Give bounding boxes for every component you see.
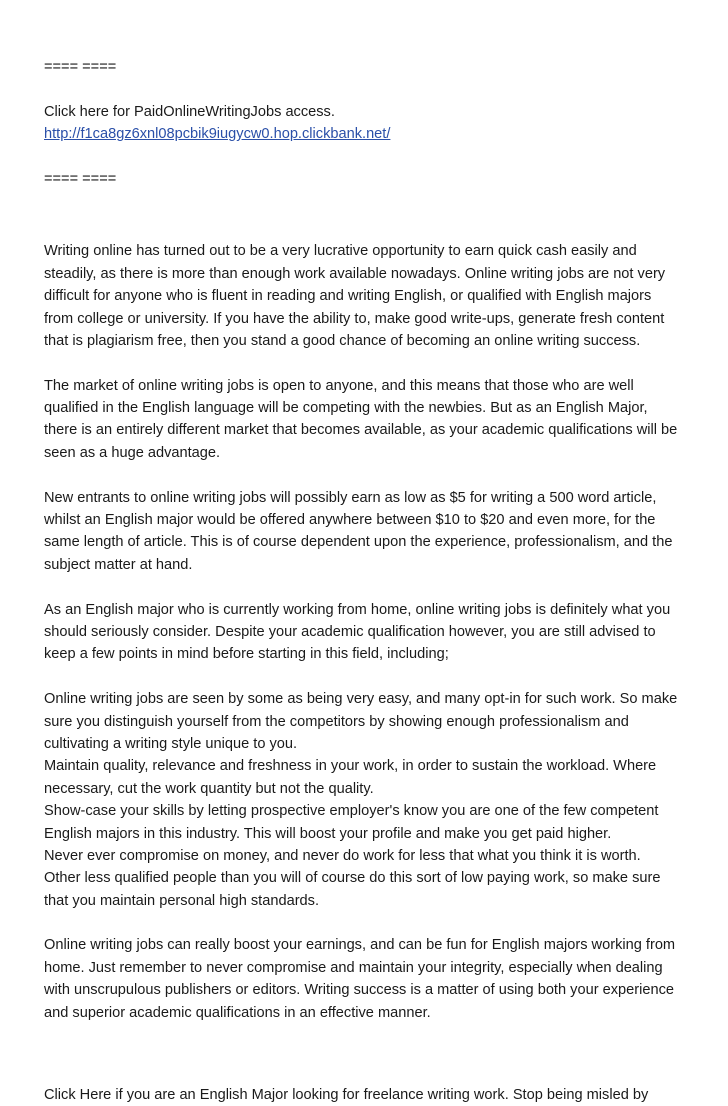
paragraph-gap — [44, 464, 694, 486]
paragraph-gap — [44, 352, 694, 374]
paragraph-line: Writing online has turned out to be a very lucrative opportunity to earn quick cash easily and — [44, 243, 637, 260]
spacer — [44, 190, 694, 240]
paragraph-gap — [44, 666, 694, 688]
paragraph-line: subject matter at hand. — [44, 556, 193, 573]
paragraph-line: and superior academic qualifications in an effective manner. — [44, 1004, 431, 1021]
article-paragraph — [44, 934, 694, 1024]
paragraph-line: Online writing jobs are seen by some as being very easy, and many opt-in for such work. So make — [44, 691, 678, 708]
paragraph-gap — [44, 912, 694, 934]
article-paragraph — [44, 487, 694, 577]
paragraph-line: should seriously consider. Despite your academic qualification however, you are still advised to — [44, 623, 656, 640]
paragraph-line: English majors in this industry. This will boost your profile and make you get paid higher. — [44, 825, 612, 842]
paragraph-line: difficult for anyone who is fluent in reading and writing English, or qualified with English majors — [44, 288, 652, 305]
paragraph-line: keep a few points in mind before starting in this field, including; — [44, 646, 449, 663]
paragraph-line: with unscrupulous publishers or editors. Writing success is a matter of using both your experience — [44, 982, 674, 999]
paragraph-line: Show-case your skills by letting prospective employer's know you are one of the few competent — [44, 803, 659, 820]
paragraph-line: same length of article. This is of course dependent upon the experience, professionalism, and the — [44, 534, 673, 551]
separator-top: ==== ==== — [44, 59, 117, 75]
paragraph-line: Never ever compromise on money, and never do work for less that what you think it is worth. — [44, 847, 641, 864]
separator-bottom: ==== ==== — [44, 170, 117, 187]
paragraph-line: Other less qualified people than you will of course do this sort of low paying work, so make sure — [44, 870, 661, 887]
paragraph-line: seen as a huge advantage. — [44, 444, 221, 461]
paragraph-line: there is an entirely different market that becomes available, as your academic qualifications will be — [44, 422, 678, 439]
access-text: Click here for PaidOnlineWritingJobs access. — [44, 103, 335, 120]
document-page — [44, 56, 694, 1106]
article-paragraph — [44, 240, 694, 352]
paragraph-line: from college or university. If you have the ability to, make good write-ups, generate fresh content — [44, 310, 665, 327]
closing-line: Click Here if you are an English Major looking for freelance writing work. Stop being misled by — [44, 1087, 649, 1104]
paragraph-line: steadily, as there is more than enough work available nowadays. Online writing jobs are not very — [44, 265, 666, 282]
paragraph-line: necessary, cut the work quantity but not the quality. — [44, 780, 374, 797]
paragraph-line: sure you distinguish yourself from the competitors by showing enough professionalism and — [44, 713, 629, 730]
clickbank-link[interactable]: http://f1ca8gz6xnl08pcbik9iugycw0.hop.clickbank.net/ — [44, 126, 391, 143]
paragraph-line: Maintain quality, relevance and freshness in your work, in order to sustain the workload. Where — [44, 758, 657, 775]
paragraph-line: The market of online writing jobs is open to anyone, and this means that those who are well — [44, 377, 634, 394]
article-paragraph — [44, 375, 694, 465]
paragraph-line: that you maintain personal high standards. — [44, 892, 320, 909]
paragraph-line: whilst an English major would be offered anywhere between $10 to $20 and even more, for the — [44, 512, 656, 529]
paragraph-line: cultivating a writing style unique to you. — [44, 735, 298, 752]
paragraph-line: that is plagiarism free, then you stand a good chance of becoming an online writing success. — [44, 332, 641, 349]
article-paragraph — [44, 688, 694, 912]
paragraph-line: qualified in the English language will be competing with the newbies. But as an English Major, — [44, 400, 648, 417]
access-link-line — [44, 123, 694, 145]
spacer — [44, 146, 694, 168]
paragraph-line: As an English major who is currently working from home, online writing jobs is definitely what you — [44, 601, 671, 618]
paragraph-gap — [44, 576, 694, 598]
spacer — [44, 78, 694, 100]
paragraph-line: Online writing jobs can really boost your earnings, and can be fun for English majors working from — [44, 937, 676, 954]
paragraph-line: home. Just remember to never compromise and maintain your integrity, especially when dealing — [44, 959, 663, 976]
paragraph-line: New entrants to online writing jobs will possibly earn as low as $5 for writing a 500 word article, — [44, 489, 657, 506]
article-body — [44, 240, 694, 1024]
spacer — [44, 1024, 694, 1084]
article-paragraph — [44, 599, 694, 666]
